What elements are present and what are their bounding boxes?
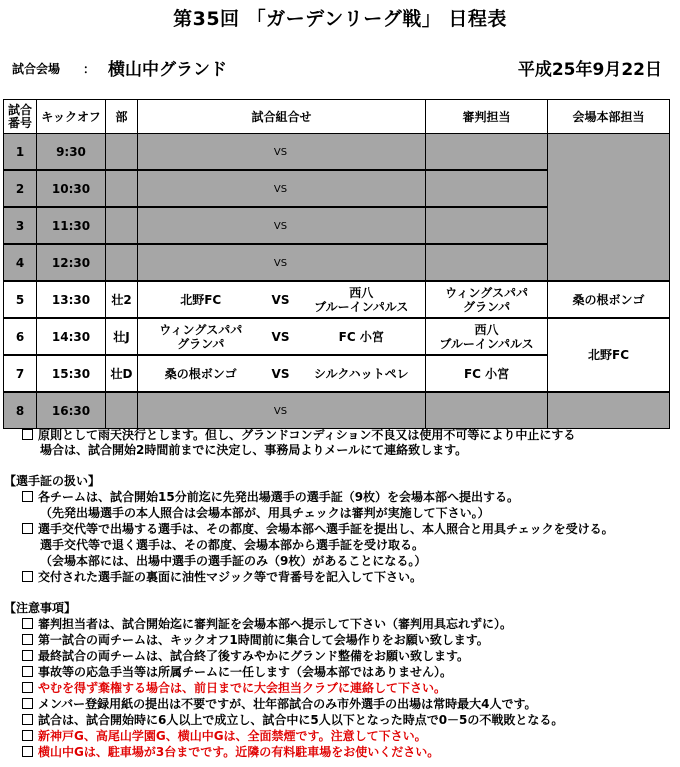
checkbox-icon bbox=[22, 491, 33, 502]
division bbox=[106, 392, 138, 429]
referee: FC 小宮 bbox=[426, 355, 548, 392]
kickoff-time: 12:30 bbox=[37, 244, 106, 281]
card-item-cont: （会場本部には、出場中選手の選手証のみ（9枚）があることになる。） bbox=[40, 554, 427, 568]
referee: ウィングスパパ グランパ bbox=[426, 281, 548, 318]
match-no: 4 bbox=[4, 244, 37, 281]
kickoff-time: 13:30 bbox=[37, 281, 106, 318]
vs-label: VS bbox=[264, 207, 298, 244]
match-no: 1 bbox=[4, 134, 37, 171]
division: 壮D bbox=[106, 355, 138, 392]
hq: 北野FC bbox=[548, 318, 670, 392]
away-team: 西八 ブルーインパルス bbox=[298, 281, 426, 318]
home-team: 北野FC bbox=[138, 281, 264, 318]
match-no: 2 bbox=[4, 170, 37, 207]
card-heading: 【選手証の扱い】 bbox=[4, 474, 101, 488]
away-team bbox=[298, 134, 426, 171]
table-row bbox=[4, 318, 670, 355]
rain-note-cont: 場合は、試合開始2時間前までに決定し、事務局よりメールにて連絡致します。 bbox=[40, 443, 468, 457]
division bbox=[106, 170, 138, 207]
checkbox-icon bbox=[22, 429, 33, 440]
home-team bbox=[138, 170, 264, 207]
table-row bbox=[4, 392, 670, 429]
home-team bbox=[138, 392, 264, 429]
caution-item: 第一試合の両チームは、キックオフ1時間前に集合して会場作りをお願い致します。 bbox=[22, 633, 489, 649]
venue-label: 試合会場 bbox=[12, 62, 61, 76]
schedule-table bbox=[3, 99, 670, 429]
card-item: 交付された選手証の裏面に油性マジック等で背番号を記入して下さい。 bbox=[22, 570, 422, 586]
vs-label: VS bbox=[264, 134, 298, 171]
kickoff-time: 9:30 bbox=[37, 134, 106, 171]
referee bbox=[426, 392, 548, 429]
division: 壮2 bbox=[106, 281, 138, 318]
checkbox-icon bbox=[22, 682, 33, 693]
table-row bbox=[4, 281, 670, 318]
checkbox-icon bbox=[22, 523, 33, 534]
checkbox-icon bbox=[22, 698, 33, 709]
venue-colon: ： bbox=[83, 62, 96, 76]
caution-item: 試合は、試合開始時に6人以上で成立し、試合中に5人以下となった時点で0－5の不戦敗となる。 bbox=[22, 713, 563, 729]
away-team bbox=[298, 244, 426, 281]
checkbox-icon bbox=[22, 571, 33, 582]
checkbox-icon bbox=[22, 714, 33, 725]
table-header-row bbox=[4, 100, 670, 134]
referee bbox=[426, 207, 548, 244]
vs-label: VS bbox=[264, 392, 298, 429]
card-item: 各チームは、試合開始15分前迄に先発出場選手の選手証（9枚）を会場本部へ提出する。 bbox=[22, 490, 519, 506]
match-no: 5 bbox=[4, 281, 37, 318]
home-team: ウィングスパパ グランパ bbox=[138, 318, 264, 355]
checkbox-icon bbox=[22, 634, 33, 645]
home-team bbox=[138, 244, 264, 281]
card-item-cont: （先発出場選手の本人照合は会場本部が、用具チェックは審判が実施して下さい。） bbox=[40, 506, 490, 520]
header-division: 部 bbox=[106, 100, 138, 134]
away-team: FC 小宮 bbox=[298, 318, 426, 355]
venue-name: 横山中グランド bbox=[108, 60, 227, 80]
hq: 桑の根ボンゴ bbox=[548, 281, 670, 318]
away-team: シルクハットペレ bbox=[298, 355, 426, 392]
checkbox-icon bbox=[22, 730, 33, 741]
kickoff-time: 16:30 bbox=[37, 392, 106, 429]
header-matchup: 試合組合せ bbox=[138, 100, 426, 134]
header-hq: 会場本部担当 bbox=[548, 100, 670, 134]
referee bbox=[426, 170, 548, 207]
kickoff-time: 15:30 bbox=[37, 355, 106, 392]
referee bbox=[426, 134, 548, 171]
vs-label: VS bbox=[264, 318, 298, 355]
match-no: 6 bbox=[4, 318, 37, 355]
table-row bbox=[4, 134, 670, 171]
header-referee: 審判担当 bbox=[426, 100, 548, 134]
referee: 西八 ブルーインパルス bbox=[426, 318, 548, 355]
caution-item: メンバー登録用紙の提出は不要ですが、壮年部試合のみ市外選手の出場は常時最大4人です。 bbox=[22, 697, 537, 713]
card-item-cont: 選手交代等で退く選手は、その都度、会場本部から選手証を受け取る。 bbox=[40, 538, 425, 552]
match-no: 7 bbox=[4, 355, 37, 392]
header-match-no: 試合 番号 bbox=[4, 100, 37, 134]
event-date: 平成25年9月22日 bbox=[517, 60, 662, 80]
kickoff-time: 14:30 bbox=[37, 318, 106, 355]
rain-note: 原則として雨天決行とします。但し、グランドコンディション不良又は使用不可等により中止にする bbox=[22, 428, 575, 444]
home-team: 桑の根ボンゴ bbox=[138, 355, 264, 392]
division: 壮J bbox=[106, 318, 138, 355]
vs-label: VS bbox=[264, 281, 298, 318]
home-team bbox=[138, 134, 264, 171]
page-title: 第35回 「ガーデンリーグ戦」 日程表 bbox=[173, 8, 507, 30]
home-team bbox=[138, 207, 264, 244]
caution-item: 最終試合の両チームは、試合終了後すみやかにグランド整備をお願い致します。 bbox=[22, 649, 469, 665]
division bbox=[106, 207, 138, 244]
vs-label: VS bbox=[264, 355, 298, 392]
vs-label: VS bbox=[264, 170, 298, 207]
card-item: 選手交代等で出場する選手は、その都度、会場本部へ選手証を提出し、本人照合と用具チェックを受ける。 bbox=[22, 522, 614, 538]
division bbox=[106, 244, 138, 281]
referee bbox=[426, 244, 548, 281]
match-no: 3 bbox=[4, 207, 37, 244]
caution-item-warning: やむを得ず棄権する場合は、前日までに大会担当クラブに連絡して下さい。 bbox=[22, 681, 446, 697]
caution-item: 審判担当者は、試合開始迄に審判証を会場本部へ提示して下さい（審判用具忘れずに）。 bbox=[22, 617, 512, 633]
header-kickoff: キックオフ bbox=[37, 100, 106, 134]
checkbox-icon bbox=[22, 666, 33, 677]
away-team bbox=[298, 392, 426, 429]
division bbox=[106, 134, 138, 171]
caution-heading: 【注意事項】 bbox=[4, 601, 77, 615]
away-team bbox=[298, 207, 426, 244]
vs-label: VS bbox=[264, 244, 298, 281]
checkbox-icon bbox=[22, 650, 33, 661]
caution-item: 事故等の応急手当等は所属チームに一任します（会場本部ではありません）。 bbox=[22, 665, 452, 681]
checkbox-icon bbox=[22, 618, 33, 629]
kickoff-time: 11:30 bbox=[37, 207, 106, 244]
caution-item-warning: 新神戸G、高尾山学園G、横山中Gは、全面禁煙です。注意して下さい。 bbox=[22, 729, 427, 745]
away-team bbox=[298, 170, 426, 207]
hq bbox=[548, 392, 670, 429]
match-no: 8 bbox=[4, 392, 37, 429]
kickoff-time: 10:30 bbox=[37, 170, 106, 207]
caution-item-warning: 横山中Gは、駐車場が3台までです。近隣の有料駐車場をお使いください。 bbox=[22, 745, 439, 761]
hq bbox=[548, 134, 670, 282]
checkbox-icon bbox=[22, 746, 33, 757]
